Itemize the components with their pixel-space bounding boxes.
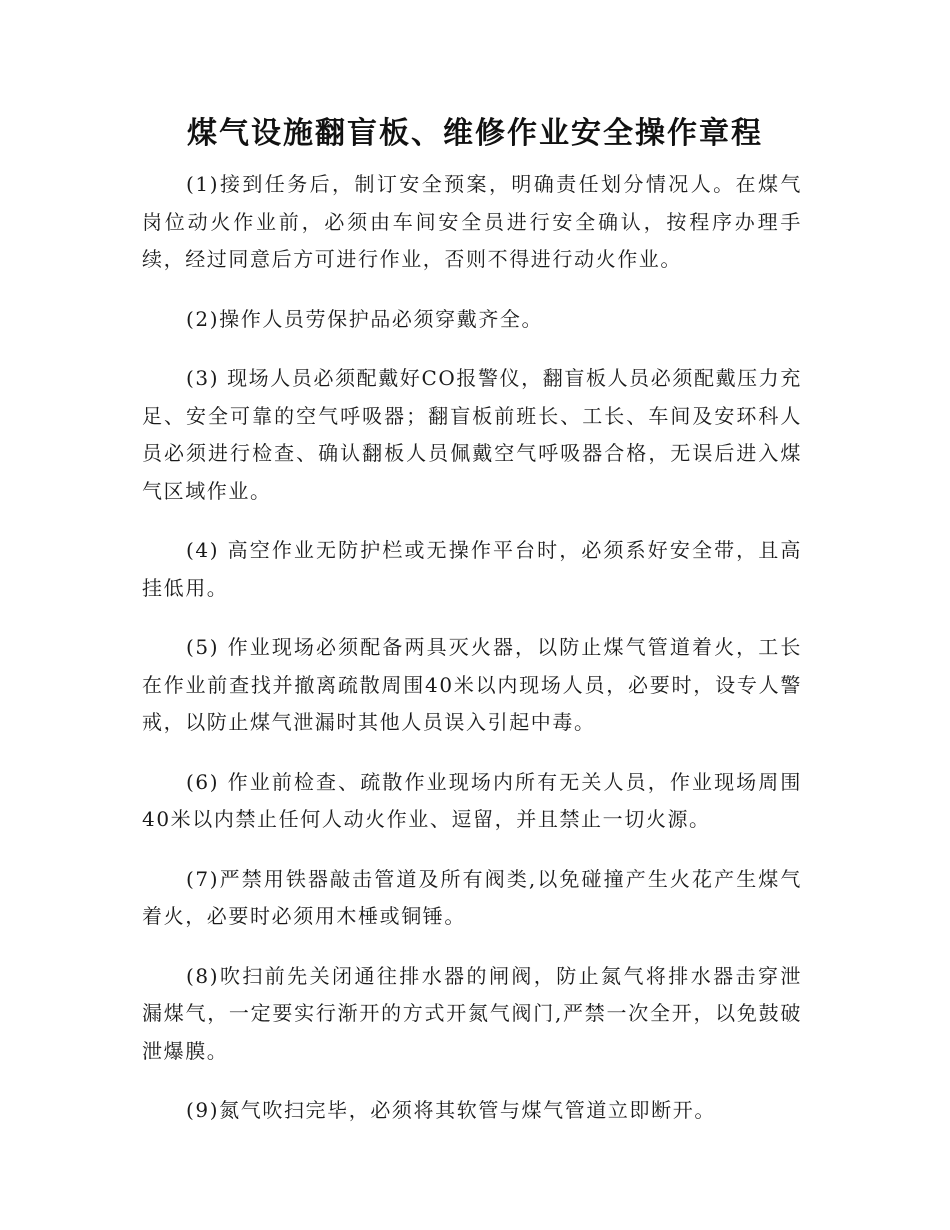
document-body	[142, 166, 802, 1152]
paragraph-9: (9)氮气吹扫完毕，必须将其软管与煤气管道立即断开。	[186, 1098, 716, 1122]
paragraph-3: (3) 现场人员必须配戴好CO报警仪，翻盲板人员必须配戴压力充足、安全可靠的空气呼吸器；翻盲板前班长、工长、车间及安环科人员必须进行检查、确认翻板人员佩戴空气呼吸器合格，无误后进入煤气区域作业。	[142, 366, 802, 503]
document-title: 煤气设施翻盲板、维修作业安全操作章程	[187, 116, 763, 151]
paragraph-7: (7)严禁用铁器敲击管道及所有阀类,以免碰撞产生火花产生煤气着火，必要时必须用木棰或铜锤。	[142, 866, 802, 928]
paragraph-5: (5) 作业现场必须配备两具灭火器，以防止煤气管道着火，工长在作业前查找并撤离疏散周围40米以内现场人员，必要时，设专人警戒，以防止煤气泄漏时其他人员误入引起中毒。	[142, 635, 802, 734]
paragraph-6: (6) 作业前检查、疏散作业现场内所有无关人员，作业现场周围40米以内禁止任何人动火作业、逗留，并且禁止一切火源。	[142, 769, 802, 831]
paragraph-4: (4) 高空作业无防护栏或无操作平台时，必须系好安全带，且高挂低用。	[142, 538, 802, 600]
paragraph-2: (2)操作人员劳保护品必须穿戴齐全。	[186, 306, 544, 331]
paragraph-1: (1)接到任务后，制订安全预案，明确责任划分情况人。在煤气岗位动火作业前，必须由车间安全员进行安全确认，按程序办理手续，经过同意后方可进行作业，否则不得进行动火作业。	[142, 172, 802, 271]
paragraph-8: (8)吹扫前先关闭通往排水器的闸阀，防止氮气将排水器击穿泄漏煤气，一定要实行渐开的方式开氮气阀门,严禁一次全开，以免鼓破泄爆膜。	[142, 963, 802, 1063]
